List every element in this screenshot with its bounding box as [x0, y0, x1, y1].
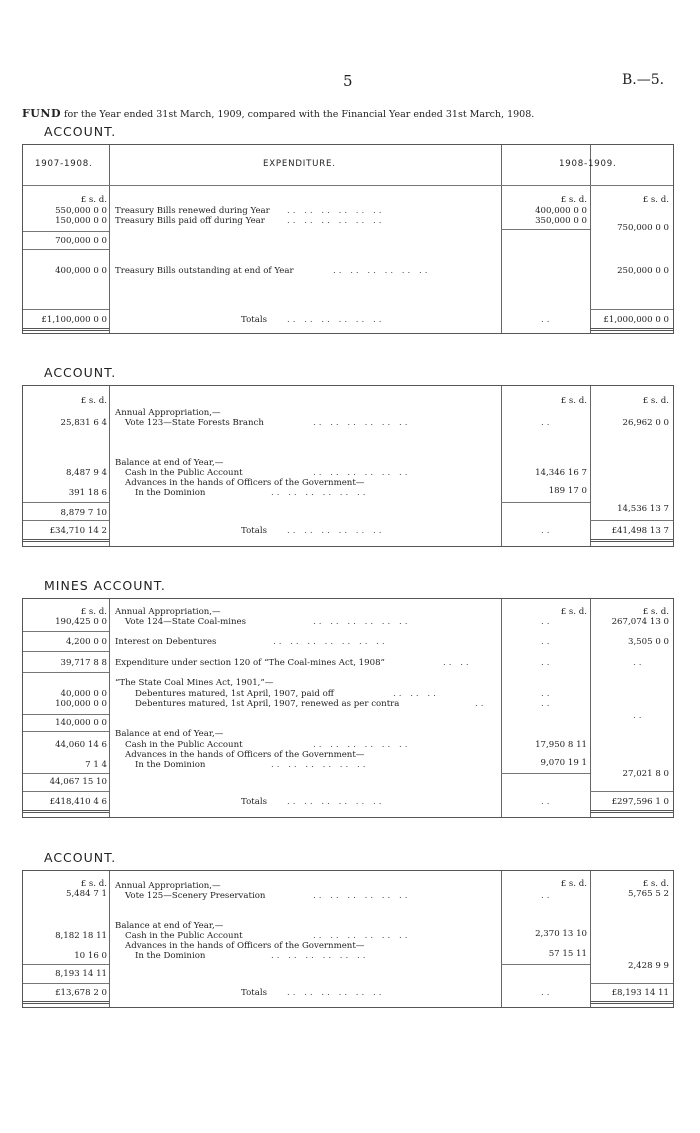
- totals-label: Totals: [241, 526, 267, 536]
- currency-header: £ s. d.: [642, 607, 669, 617]
- totals-label: Totals: [241, 988, 267, 998]
- renewed-cur: 400,000 0 0: [535, 206, 587, 216]
- mines-cash-label: Cash in the Public Account: [125, 740, 243, 750]
- scenery-dominion-prev: 10 16 0: [74, 951, 107, 961]
- scenery-cash-label: Cash in the Public Account: [125, 931, 243, 941]
- page-headline: [22, 107, 534, 120]
- mines-interest-prev: 4,200 0 0: [65, 637, 107, 647]
- currency-header: £ s. d.: [80, 607, 107, 617]
- mines-cash-cur: 17,950 8 11: [535, 740, 587, 750]
- page-number: 5: [343, 72, 353, 90]
- treasury-account-title: ACCOUNT.: [44, 124, 117, 139]
- scenery-dominion-label: In the Dominion: [135, 951, 206, 961]
- currency-header: £ s. d.: [642, 396, 669, 406]
- headline-lead: FUND: [22, 107, 61, 120]
- mines-s120-prev: 39,717 8 8: [60, 658, 107, 668]
- mines-interest-cur: 3,505 0 0: [627, 637, 669, 647]
- mines-interest-label: Interest on Debentures: [115, 637, 217, 647]
- mines-dominion-prev: 7 1 4: [85, 760, 107, 770]
- scenery-total-prev: £13,678 2 0: [55, 988, 107, 998]
- forests-dominion-cur: 189 17 0: [548, 486, 587, 496]
- totals-label: Totals: [241, 797, 267, 807]
- treasury-total-prev: £1,100,000 0 0: [41, 315, 107, 325]
- forests-dominion-prev: 391 18 6: [68, 488, 107, 498]
- mines-dominion-cur: 9,070 19 1: [540, 758, 587, 768]
- mines-cash-prev: 44,060 14 6: [55, 740, 107, 750]
- header-prev-year: 1907-1908.: [35, 159, 93, 169]
- scenery-account-table: £ s. d. £ s. d. £ s. d. Annual Appropriation,— 5,484 7 1 Vote 125—Scenery Preservation .. .. .. .. .. .. .. 5,765 5 2 Balance at end of Year,— 8,182 18 11 Cash in the Public Account .. .. .. .. .. .. 2,370 13 10 Advances in the hands of Officers of the Government— 10 16 0 In the Dominion .. .. .. .. .. .. 57 15 11 8,193 14 11 2,428 9 9 £13,678 2 0 Totals .. .. .. .. .. .. .. £8,193 14 11: [22, 870, 674, 1008]
- scenery-total-cur: £8,193 14 11: [611, 988, 669, 998]
- currency-header: £ s. d.: [80, 879, 107, 889]
- totals-label: Totals: [241, 315, 267, 325]
- forests-dominion-label: In the Dominion: [135, 488, 206, 498]
- treasury-total-cur: £1,000,000 0 0: [603, 315, 669, 325]
- headline-text: for the Year ended 31st March, 1909, compared with the Financial Year ended 31st March, 1908.: [64, 109, 535, 120]
- mines-account-title: MINES ACCOUNT.: [44, 578, 166, 593]
- deb-renewed-label: Debentures matured, 1st April, 1907, renewed as per contra: [135, 699, 400, 709]
- mines-subtotal-prev: 44,067 15 10: [49, 777, 107, 787]
- deb-subtotal-prev: 140,000 0 0: [55, 718, 107, 728]
- paid-off-label: Treasury Bills paid off during Year: [115, 216, 265, 226]
- forests-vote-label: Vote 123—State Forests Branch: [125, 418, 264, 428]
- appropriation-label: Annual Appropriation,—: [115, 607, 221, 617]
- paid-off-prev: 150,000 0 0: [55, 216, 107, 226]
- scenery-dominion-cur: 57 15 11: [548, 949, 587, 959]
- forests-cash-prev: 8,487 9 4: [65, 468, 107, 478]
- scenery-subtotal-cur: 2,428 9 9: [627, 961, 669, 971]
- appropriation-label: Annual Appropriation,—: [115, 408, 221, 418]
- currency-header: £ s. d.: [80, 195, 107, 205]
- page-reference: B.—5.: [622, 72, 665, 88]
- paid-off-cur: 350,000 0 0: [535, 216, 587, 226]
- outstanding-prev: 400,000 0 0: [55, 266, 107, 276]
- currency-header: £ s. d.: [642, 195, 669, 205]
- forests-account-title: ACCOUNT.: [44, 365, 117, 380]
- forests-cash-label: Cash in the Public Account: [125, 468, 243, 478]
- forests-vote-cur: 26,962 0 0: [622, 418, 669, 428]
- forests-vote-prev: 25,831 6 4: [60, 418, 107, 428]
- scenery-vote-cur: 5,765 5 2: [627, 889, 669, 899]
- scenery-vote-prev: 5,484 7 1: [65, 889, 107, 899]
- mines-vote-cur: 267,074 13 0: [611, 617, 669, 627]
- mines-vote-label: Vote 124—State Coal-mines: [125, 617, 247, 627]
- scenery-vote-label: Vote 125—Scenery Preservation: [125, 891, 266, 901]
- deb-paid-label: Debentures matured, 1st April, 1907, paid off: [135, 689, 334, 699]
- treasury-subtotal-cur: 750,000 0 0: [617, 223, 669, 233]
- currency-header: £ s. d.: [560, 607, 587, 617]
- header-expenditure: EXPENDITURE.: [263, 159, 336, 169]
- scenery-cash-cur: 2,370 13 10: [535, 929, 587, 939]
- scenery-cash-prev: 8,182 18 11: [55, 931, 107, 941]
- currency-header: £ s. d.: [560, 396, 587, 406]
- currency-header: £ s. d.: [642, 879, 669, 889]
- forests-total-prev: £34,710 14 2: [49, 526, 107, 536]
- mines-total-prev: £418,410 4 6: [49, 797, 107, 807]
- outstanding-label: Treasury Bills outstanding at end of Year: [115, 266, 294, 276]
- header-cur-year: 1908-1909.: [559, 159, 617, 169]
- advances-label: Advances in the hands of Officers of the Government—: [125, 941, 365, 951]
- balance-label: Balance at end of Year,—: [115, 729, 224, 739]
- forests-total-cur: £41,498 13 7: [611, 526, 669, 536]
- mines-subtotal-cur: 27,021 8 0: [622, 769, 669, 779]
- forests-account-table: £ s. d. £ s. d. £ s. d. Annual Appropriation,— 25,831 6 4 Vote 123—State Forests Branch .. .. .. .. .. .. .. 26,962 0 0 Balance at end of Year,— 8,487 9 4 Cash in the Public Account .. .. .. .. .. .. 14,346 16 7 Advances in the hands of Officers of the Government— 391 18 6 In the Dominion .. .. .. .. .. .. 189 17 0 8,879 7 10 14,536 13 7 £34,710 14 2 Totals .. .. .. .. .. .. .. £41,498 13 7: [22, 385, 674, 547]
- coal-act-label: “The State Coal Mines Act, 1901,”—: [115, 678, 274, 688]
- outstanding-cur: 250,000 0 0: [617, 266, 669, 276]
- mines-account-table: £ s. d. £ s. d. £ s. d. Annual Appropriation,— 190,425 0 0 Vote 124—State Coal-mines .. .. .. .. .. .. .. 267,074 13 0 4,200 0 0 Interest on Debentures .. .. .. .. .. .. .. .. 3,505 0 0 39,717 8 8 Expenditure under section 120 of “The Coal-mines Act, 1908” .. .. .. .. “The State Coal Mines Act, 1901,”— 40,000 0 0 Debentures matured, 1st April, 1907, paid off .. .. .. .. 100,000 0 0 Debentures matured, 1st April, 1907, renewed as per contra .. .. .. 140,000 0 0 Balance at end of Year,— 44,060 14 6 Cash in the Public Account .. .. .. .. .. .. 17,950 8 11 Advances in the hands of Officers of the Government— 7 1 4 In the Dominion .. .. .. .. .. .. 9,070 19 1 44,067 15 10 27,021 8 0 £418,410 4 6 Totals .. .. .. .. .. .. .. £297,596 1 0: [22, 598, 674, 818]
- forests-cash-cur: 14,346 16 7: [535, 468, 587, 478]
- scenery-subtotal-prev: 8,193 14 11: [55, 969, 107, 979]
- treasury-subtotal-prev: 700,000 0 0: [55, 236, 107, 246]
- mines-vote-prev: 190,425 0 0: [55, 617, 107, 627]
- currency-header: £ s. d.: [80, 396, 107, 406]
- scenery-account-title: ACCOUNT.: [44, 850, 117, 865]
- mines-s120-label: Expenditure under section 120 of “The Coal-mines Act, 1908”: [115, 658, 385, 668]
- treasury-account-table: 1907-1908. EXPENDITURE. 1908-1909. £ s. d. £ s. d. £ s. d. 550,000 0 0 Treasury Bills renewed during Year .. .. .. .. .. .. 400,000 0 0 150,000 0 0 Treasury Bills paid off during Year .. .. .. .. .. .. 350,000 0 0 700,000 0 0 750,000 0 0 400,000 0 0 Treasury Bills outstanding at end of Year .. .. .. .. .. .. 250,000 0 0 £1,100,000 0 0 Totals .. .. .. .. .. .. .. £1,000,000 0 0: [22, 144, 674, 334]
- deb-paid-prev: 40,000 0 0: [60, 689, 107, 699]
- advances-label: Advances in the hands of Officers of the Government—: [125, 478, 365, 488]
- renewed-label: Treasury Bills renewed during Year: [115, 206, 270, 216]
- currency-header: £ s. d.: [560, 879, 587, 889]
- balance-label: Balance at end of Year,—: [115, 921, 224, 931]
- currency-header: £ s. d.: [560, 195, 587, 205]
- forests-subtotal-cur: 14,536 13 7: [617, 504, 669, 514]
- deb-renewed-prev: 100,000 0 0: [55, 699, 107, 709]
- mines-total-cur: £297,596 1 0: [611, 797, 669, 807]
- appropriation-label: Annual Appropriation,—: [115, 881, 221, 891]
- balance-label: Balance at end of Year,—: [115, 458, 224, 468]
- forests-subtotal-prev: 8,879 7 10: [60, 508, 107, 518]
- renewed-prev: 550,000 0 0: [55, 206, 107, 216]
- mines-dominion-label: In the Dominion: [135, 760, 206, 770]
- advances-label: Advances in the hands of Officers of the Government—: [125, 750, 365, 760]
